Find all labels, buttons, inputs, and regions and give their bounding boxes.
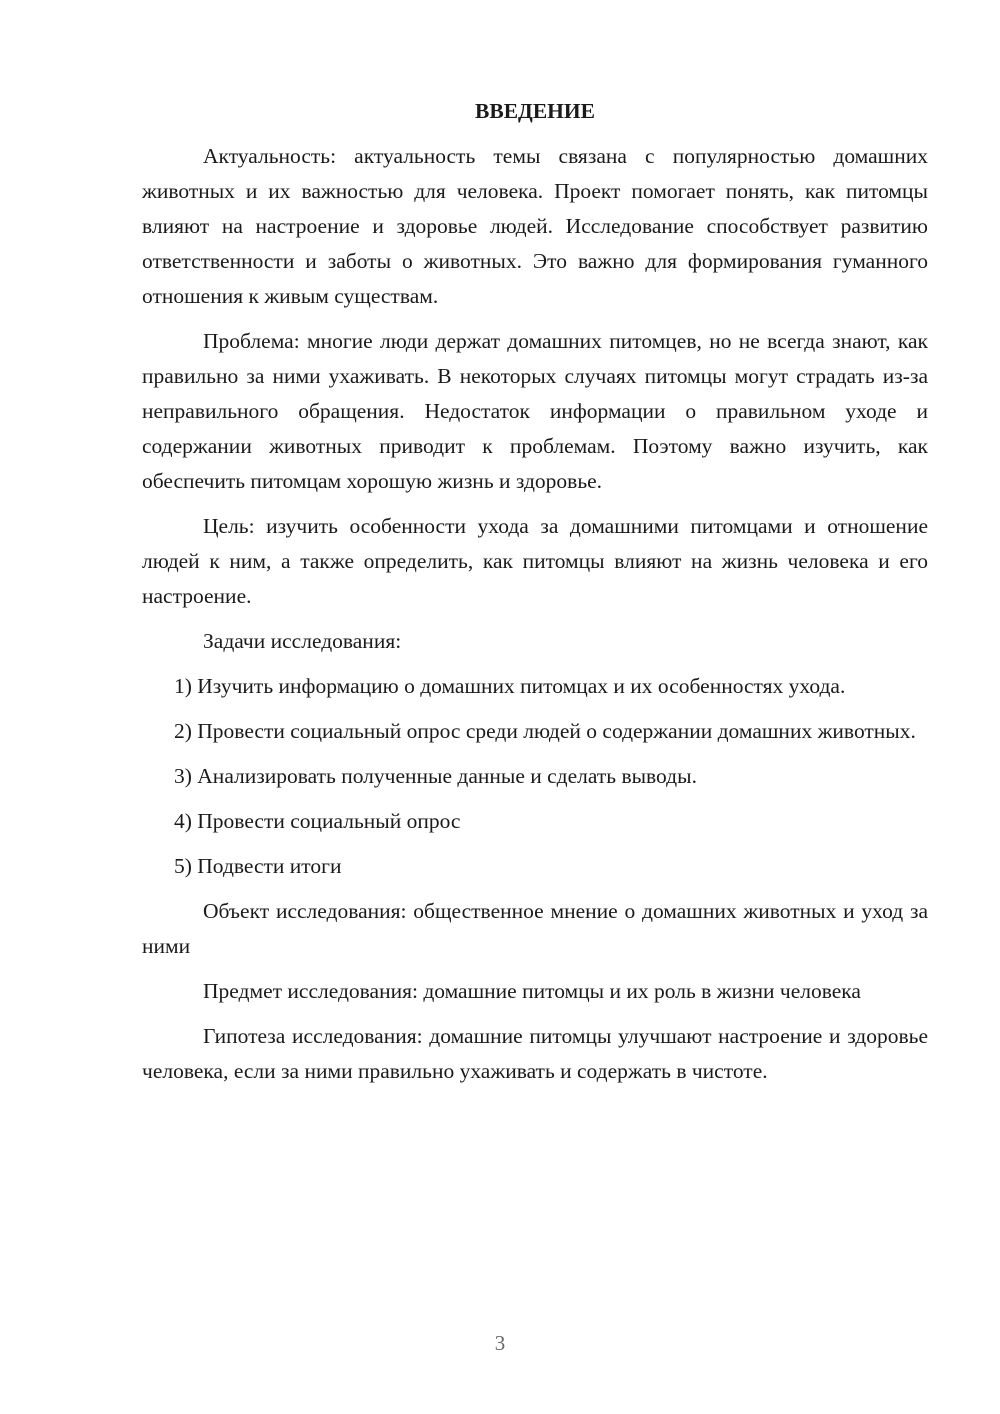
paragraph-relevance: Актуальность: актуальность темы связана с популярностью домашних животных и их важностью для человека. Проект помогает понять, как питомцы влияют на настроение и здоровье людей. Исследование способствует развитию ответственности и заботы о животных. Это важно для формирования гуманного отношения к живым существам. [142, 144, 928, 308]
task-item-2: 2) Провести социальный опрос среди людей о содержании домашних животных. [174, 719, 916, 743]
paragraph-hypothesis: Гипотеза исследования: домашние питомцы улучшают настроение и здоровье человека, если за ними правильно ухаживать и содержать в чистоте. [142, 1024, 928, 1083]
tasks-heading: Задачи исследования: [203, 629, 402, 653]
paragraph-goal: Цель: изучить особенности ухода за домашними питомцами и отношение людей к ним, а также определить, как питомцы влияют на жизнь человека и его настроение. [142, 514, 928, 608]
document-page [142, 96, 928, 1099]
section-title: ВВЕДЕНИЕ [475, 99, 595, 123]
paragraph-subject: Предмет исследования: домашние питомцы и их роль в жизни человека [203, 979, 861, 1003]
task-item-5: 5) Подвести итоги [174, 854, 342, 878]
paragraph-problem: Проблема: многие люди держат домашних питомцев, но не всегда знают, как правильно за ними ухаживать. В некоторых случаях питомцы могут страдать из-за неправильного обращения. Недостаток информации о правильном уходе и содержании животных приводит к проблемам. Поэтому важно изучить, как обеспечить питомцам хорошую жизнь и здоровье. [142, 329, 928, 493]
paragraph-object: Объект исследования: общественное мнение о домашних животных и уход за ними [142, 899, 928, 958]
page-number: 3 [494, 1331, 506, 1355]
task-item-3: 3) Анализировать полученные данные и сделать выводы. [174, 764, 697, 788]
task-item-4: 4) Провести социальный опрос [174, 809, 461, 833]
task-item-1: 1) Изучить информацию о домашних питомцах и их особенностях ухода. [174, 674, 846, 698]
